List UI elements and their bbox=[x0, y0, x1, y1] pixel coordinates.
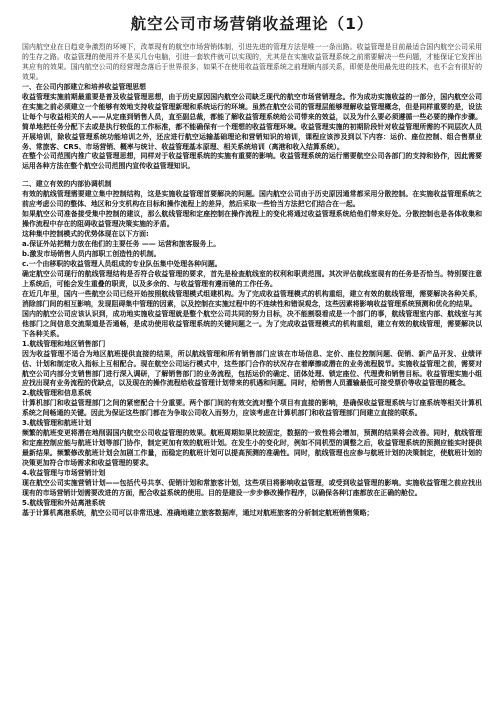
intro-paragraph: 国内航空业在日趋竞争激烈的环境下，改革现有的航空市场营销体制，引进先进的管理方法是唯一一条出路。收益管理是目前最适合国内航空公司采用的生存之路。收益管理的使用并不是买几台电脑，引进一套软件就可以实现的，尤其是在实施收益管理系统之前需要解决一些问题，才能保证它发挥出其应有的效果。国内航空公司的经营理念落后于世界很多，如果不在使用收益管理系统之前理顺内部关系，即便是使用最先进的技术，也不会有很好的效果。 bbox=[22, 43, 482, 81]
section-2-list-intro: 这种集中控制模式的优势体现在以下方面: bbox=[22, 230, 149, 239]
section-2-body-2: 如果航空公司准备接受集中控制的建议，那么航线管理和定座控制在操作流程上的变化将通过收益管理系统给他们带来好处。分散控制也是各体收集和操作流程中存在的阻碍收益管理决策实施的矛盾。 bbox=[22, 210, 482, 229]
subsection-4-body: 现在航空公司实施营销计划——包括代号共享、促销计划和常旅客计划，这些项目将影响收益管理，或受到收益管理的影响。实施收益管理之前应找出现有的市场营销计划需要改进的方面，配合收益系统的使用。目的是建设一步步修改操作程序，以确保各种订座都放在正确的舱位。 bbox=[22, 478, 482, 497]
subsection-1-body: 因为收益管理不适合为地区航班提供直接的结果，所以航线管理和所有销售部门应该在市场信息、定价、座位控制问题、促销、新产品开发、业绩评估、计划和制定收入指标上互相配合。现在航空公司运行模式中，这些部门合作的状况存在着摩擦或潜在的业务流程脱节。实施收益管理之前，需要对航空公司内部分支销售部门进行深入调研，了解销售部门的业务流程，包括运价的确定、团体处理、锁定座位、代理费和销售目标。收益管理实施小组应找出现有业务流程的优缺点，以及现在的操作流程给收益管理计划带来的机遇和问题。同时，给销售人员灌输最低可接受票价等收益管理的概念。 bbox=[22, 349, 482, 388]
subsection-2-heading: 2.航线管理和信息系统 bbox=[22, 389, 92, 398]
section-1-heading: 一、在公司内部建立和培养收益管理思想 bbox=[22, 82, 147, 91]
section-2-body-3: 确定航空公司现行的航线管理结构是否符合收益管理的要求，首先是检查航线室的权利和职责范围。其次评估航线室现有的任务是否恰当。特别要注意上系统后，可能会发生重叠的职责，以及多余的、与收益管理有遵而驰的工作任务。 bbox=[22, 269, 482, 288]
section-1-body-2: 在整个公司范围内推广收益管理思想，同样对于收益管理系统的实施有重要的影响。收益管理系统的运行需要航空公司各部门的支持和协作，因此需要运用各种方法在整个航空公司范围内宣传收益管理知识。 bbox=[22, 152, 482, 171]
subsection-2-body: 计算机部门和收益管理部门之间的紧密配合十分重要。两个部门间的有效交流对整个项目有直接的影响，是确保收益管理系统与订座系统等相关计算机系统之间畅通的关键。因此为保证这些部门都在为争取公司收入而努力，应该考虑在计算机部门和收益管理部门间建立直接的联系。 bbox=[22, 399, 482, 418]
section-2-body-4: 在近几年里，国内一些航空公司已经开始按照航线管理模式组建机构。为了完成收益管理模式的机构重组，建立有效的航线管理，需要解决各种关系，消除部门间的相互影响，发现阻碍集中管理的因素，以及控制在实施过程中的不连续性和错误观念，这些因素将影响收益管理系统预测和优化的结果。 bbox=[22, 289, 482, 308]
subsection-4-heading: 4.收益管理与市场营销计划 bbox=[22, 469, 106, 478]
subsection-5-body: 基于计算机离港系统，航空公司可以非常迅速、准确地建立旅客数据库，通过对航班旅客的分析制定航班销售策略； bbox=[22, 508, 374, 517]
subsection-5-heading: 5.航线管理和外站离港系统 bbox=[22, 498, 106, 507]
document-title: 航空公司市场营销收益理论（1） bbox=[130, 15, 374, 33]
list-item-b: b.激发市场销售人员内部职工创造性的机制。 bbox=[22, 250, 161, 259]
subsection-3-heading: 3.航线管理和航班计划 bbox=[22, 419, 92, 428]
subsection-3-body: 频繁的航班变更将潜在地削弱国内航空公司收益管理的效果。航班周期如果比较固定，数据的一致性将会增加，预测的结果将会改善。同时，航线管理和定座控制应能与航班计划等部门协作，制定更加有效的航班计划。在发生小的变化时，例如不同机型的调整之后，收益管理系统的预测应能实时提供最新结果。频繁修改航班计划会加剧工作量，而稳定的航班计划可以提高预测的准确性。同时，航线管理也应参与航班计划的决策制定，使航班计划的决策更加符合市场需求和收益管理的要求。 bbox=[22, 429, 482, 468]
section-2-body-5: 国内的航空公司应该认识到，成功地实施收益管理就是整个航空公司共同的努力目标，决不能割裂看成是一个部门的事，航线管理室内部、航线室与其他部门之间信息交流渠道是否通畅，是成功使用收益管理系统的关键问题之一。为了完成收益管理模式的机构重组，建立有效的航线管理，需要解决以下各种关系。 bbox=[22, 309, 482, 338]
list-item-c: c.一个由移职的收益管理人员组成的专业队伍集中处理各种问题。 bbox=[22, 260, 222, 269]
list-item-a: a.保证外站把精力放在他们的主要任务 —— 运营和旅客服务上。 bbox=[22, 240, 221, 249]
section-2-heading: 二、建立有效的内部协调机制 bbox=[22, 180, 112, 189]
subsection-1-heading: 1.航线管理和地区销售部门 bbox=[22, 339, 106, 348]
section-1-body: 收益管理实施前期最重要是普及收益管理思想，由于历史原因国内航空公司缺乏现代的航空市场营销理念。作为成功实施收益的一部分，国内航空公司在实施之前必须建立一个能够有效地支持收益管理新理和系统运行的环境。虽然在航空公司的管理层能够理解收益管理概念，但是同样重要的是，设法让每个与收益相关的人——从定座到销售人员，直至副总裁，都能了解收益管理系统给公司带来的效益，以及为什么要必须遵循一些必要的操作步骤。简单地把任务分配下去或是执行较低的工作标准，都不能确保有一个理想的收益管理环境。收益管理实施的初期阶段针对收益管理所需的不同层次人员开展培训，除收益管理系统功能培训之外，还应进行航空运输基础理论和营销知识的培训，课程应该涉及到以下内容：运价、座位控制、组合售票业务、常旅客、CRS、市场营销、概率与统计、收益管理基本原理、相关系统培训（离港和收入结算系统）。 bbox=[22, 92, 482, 151]
section-2-body: 有效的航线管理需要建立集中控制结构，这是实施收益管理首要解决的问题。国内航空公司由于历史原因通常都采用分散控制。在实施收益管理系统之前应考虑公司的整体、地区和分支机构在目标和操作流程上的差异，然后采取一些恰当方法把它们结合在一起。 bbox=[22, 190, 482, 209]
